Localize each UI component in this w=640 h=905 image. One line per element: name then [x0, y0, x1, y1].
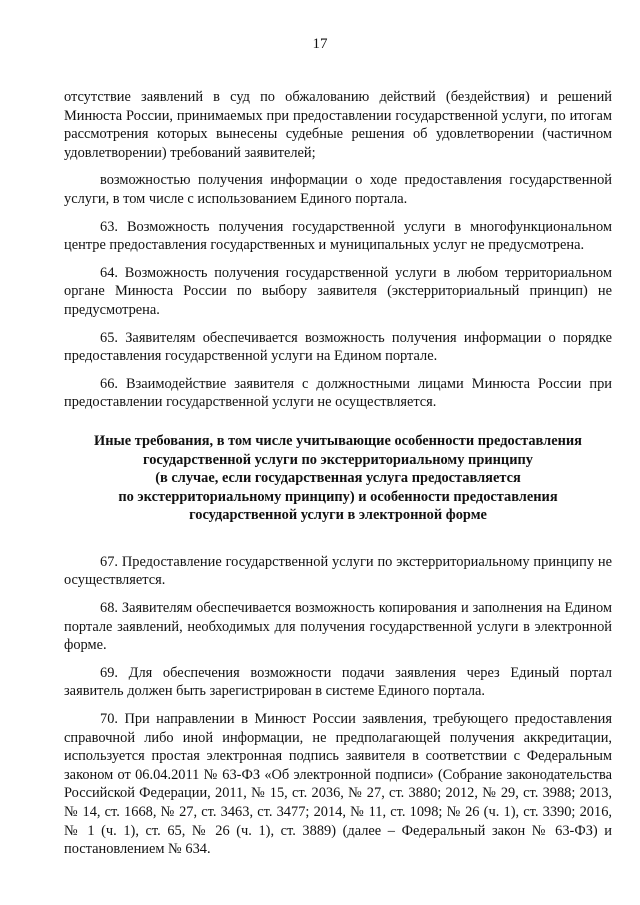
- section-heading: [64, 432, 612, 525]
- paragraph-66: 66. Взаимодействие заявителя с должностными лицами Минюста России при предоставлении государственной услуги не осуществляется.: [64, 375, 612, 411]
- heading-line: по экстерриториальному принципу) и особенности предоставления: [118, 488, 558, 505]
- heading-line: государственной услуги по экстерриториальному принципу: [143, 451, 533, 468]
- paragraph: возможностью получения информации о ходе предоставления государственной услуги, в том числе с использованием Единого портала.: [64, 172, 612, 207]
- paragraph: отсутствие заявлений в суд по обжалованию действий (бездействия) и решений Минюста России, принимаемых при предоставлении государственной услуги, по итогам рассмотрения которых вынесены судебные решения об удовлетворении (частичном удовлетворении) требований заявителей;: [64, 89, 612, 161]
- paragraph-70: 70. При направлении в Минюст России заявления, требующего предоставления справочной либо иной информации, не предполагающей получения аккредитации, используется простая электронная подпись заявителя в соответствии с Федеральным законом от 06.04.2011 № 63-ФЗ «Об электронной подписи» (Собрание законодательства Российской Федерации, 2011, № 15, ст. 2036, № 27, ст. 3880; 2012, № 29, ст. 3988; 2013, № 14, ст. 1668, № 27, ст. 3463, ст. 3477; 2014, № 11, ст. 1098; № 26 (ч. 1), ст. 3390; 2016, № 1 (ч. 1), ст. 65, № 26 (ч. 1), ст. 3889) (далее – Федеральный закон № 63-ФЗ) и постановлением № 634.: [64, 711, 612, 858]
- page-number: 17: [312, 36, 328, 52]
- paragraph-67: 67. Предоставление государственной услуги по экстерриториальному принципу не осуществляется.: [64, 553, 612, 589]
- heading-line: государственной услуги в электронной форме: [189, 507, 487, 524]
- paragraph-69: 69. Для обеспечения возможности подачи заявления через Единый портал заявитель должен быть зарегистрирован в системе Единого портала.: [64, 664, 612, 700]
- paragraph-68: 68. Заявителям обеспечивается возможность копирования и заполнения на Едином портале заявлений, необходимых для получения государственной услуги в электронной форме.: [64, 600, 612, 654]
- paragraph-63: 63. Возможность получения государственной услуги в многофункциональном центре предоставления государственных и муниципальных услуг не предусмотрена.: [64, 218, 612, 254]
- heading-line: Иные требования, в том числе учитывающие особенности предоставления: [94, 432, 582, 449]
- paragraph-64: 64. Возможность получения государственной услуги в любом территориальном органе Минюста России по выбору заявителя (экстерриториальный принцип) не предусмотрена.: [64, 264, 612, 318]
- heading-line: (в случае, если государственная услуга предоставляется: [155, 470, 521, 487]
- paragraph-65: 65. Заявителям обеспечивается возможность получения информации о порядке предоставления государственной услуги на Едином портале.: [64, 329, 612, 365]
- document-body: [64, 88, 612, 868]
